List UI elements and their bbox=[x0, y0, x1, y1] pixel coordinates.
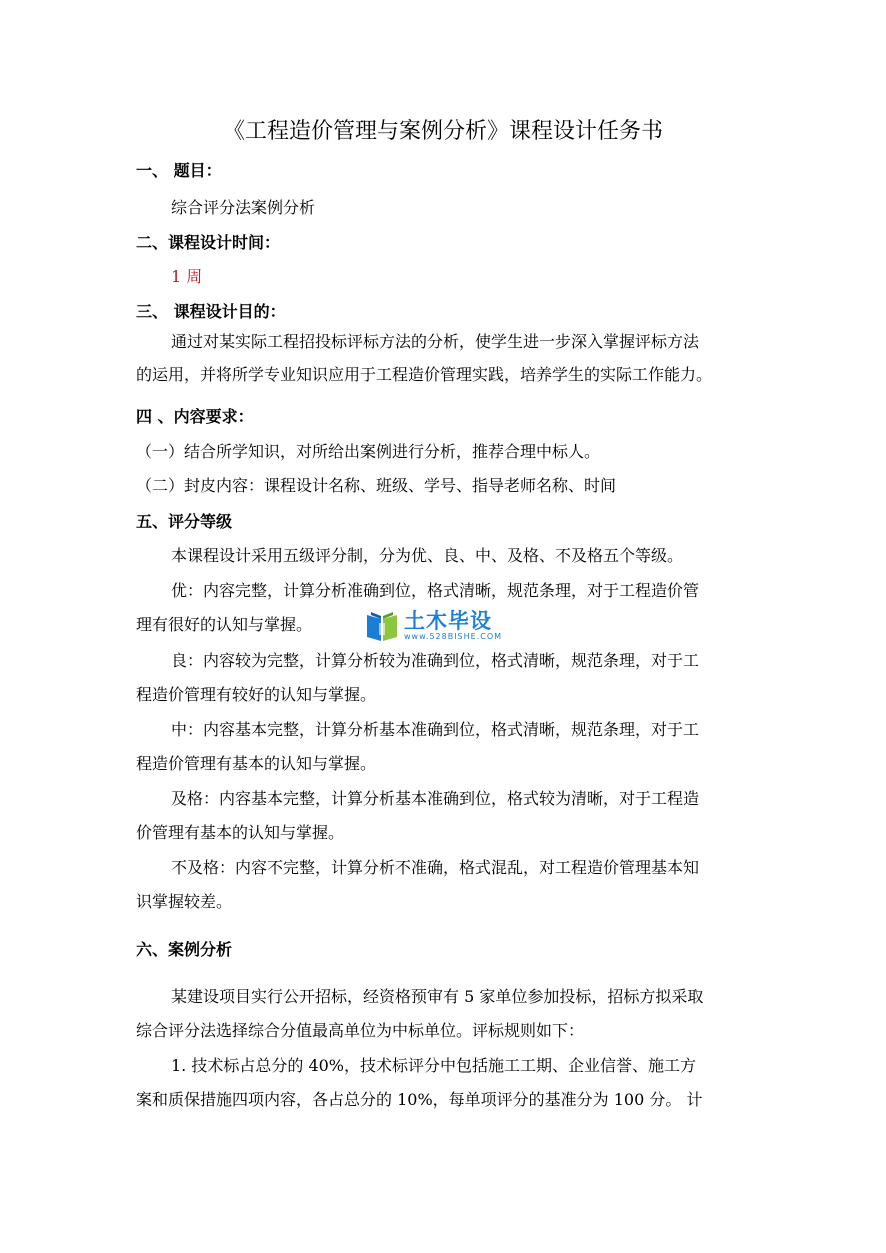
watermark-logo bbox=[364, 608, 502, 644]
grade-excellent-line-2: 理有很好的认知与掌握。 bbox=[136, 615, 313, 634]
section-2-text: 1 周 bbox=[171, 267, 203, 286]
watermark-name: 土木毕设 bbox=[404, 609, 492, 633]
book-logo-icon bbox=[364, 609, 400, 643]
section-5-intro: 本课程设计采用五级评分制，分为优、良、中、及格、不及格五个等级。 bbox=[171, 546, 684, 565]
section-6-heading: 六、案例分析 bbox=[136, 940, 233, 959]
grade-fail-line-2: 识掌握较差。 bbox=[136, 892, 233, 911]
section-1-heading: 一、 题目： bbox=[136, 161, 222, 180]
document-title: 《工程造价管理与案例分析》课程设计任务书 bbox=[222, 119, 663, 144]
section-6-paragraph-line-1: 某建设项目实行公开招标，经资格预审有 5 家单位参加投标，招标方拟采取 bbox=[171, 987, 704, 1006]
grade-pass-line-1: 及格：内容基本完整，计算分析基本准确到位，格式较为清晰，对于工程造 bbox=[171, 789, 700, 808]
grade-pass-line-2: 价管理有基本的认知与掌握。 bbox=[136, 823, 345, 842]
grade-medium-line-2: 程造价管理有基本的认知与掌握。 bbox=[136, 754, 377, 773]
grade-good-line-1: 良：内容较为完整，计算分析较为准确到位，格式清晰，规范条理，对于工 bbox=[171, 651, 700, 670]
section-4-heading: 四 、内容要求： bbox=[136, 407, 254, 426]
grade-medium-line-1: 中：内容基本完整，计算分析基本准确到位，格式清晰，规范条理，对于工 bbox=[171, 720, 700, 739]
section-6-rule-1-line-1: 1. 技术标占总分的 40%，技术标评分中包括施工工期、企业信誉、施工方 bbox=[171, 1056, 697, 1075]
section-6-rule-1-line-2: 案和质保措施四项内容，各占总分的 10%，每单项评分的基准分为 100 分。 计 bbox=[136, 1090, 703, 1109]
section-6-paragraph-line-2: 综合评分法选择综合分值最高单位为中标单位。评标规则如下： bbox=[136, 1021, 585, 1040]
section-3-line-2: 的运用，并将所学专业知识应用于工程造价管理实践，培养学生的实际工作能力。 bbox=[136, 365, 713, 384]
section-4-item-2: （二）封皮内容：课程设计名称、班级、学号、指导老师名称、时间 bbox=[136, 476, 617, 495]
section-2-heading: 二、课程设计时间： bbox=[136, 233, 281, 252]
watermark-url: www.528BISHE.COM bbox=[404, 632, 503, 641]
section-1-text: 综合评分法案例分析 bbox=[171, 198, 316, 217]
section-5-heading: 五、评分等级 bbox=[136, 512, 233, 531]
section-3-heading: 三、 课程设计目的： bbox=[136, 302, 286, 321]
grade-fail-line-1: 不及格：内容不完整，计算分析不准确，格式混乱，对工程造价管理基本知 bbox=[171, 858, 700, 877]
section-4-item-1: （一）结合所学知识，对所给出案例进行分析，推荐合理中标人。 bbox=[136, 442, 601, 461]
section-3-line-1: 通过对某实际工程招投标评标方法的分析，使学生进一步深入掌握评标方法 bbox=[171, 332, 700, 351]
grade-excellent-line-1: 优：内容完整，计算分析准确到位，格式清晰，规范条理，对于工程造价管 bbox=[171, 581, 700, 600]
grade-good-line-2: 程造价管理有较好的认知与掌握。 bbox=[136, 685, 377, 704]
